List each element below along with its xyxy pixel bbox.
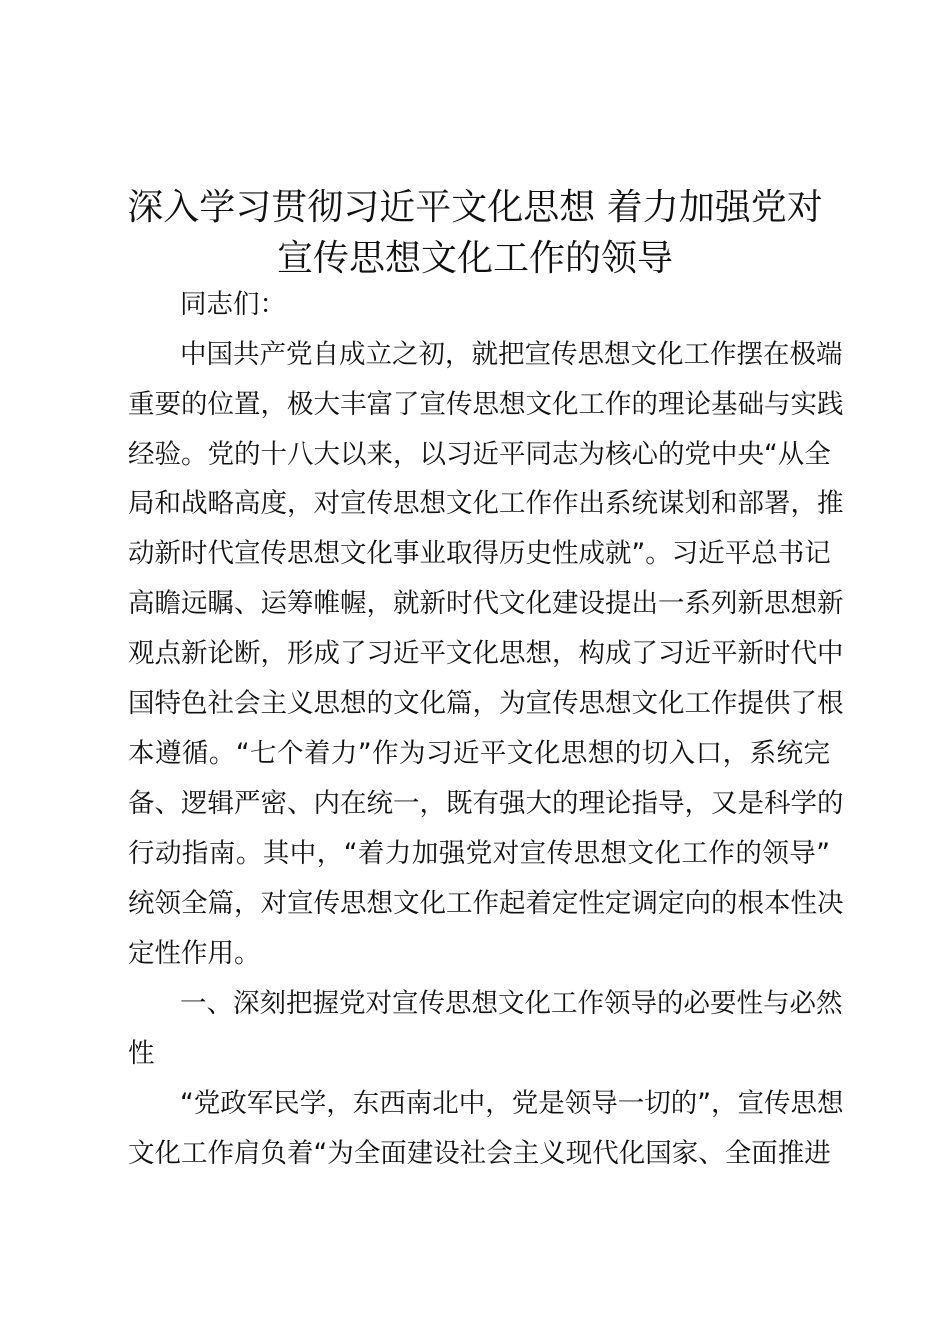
section-heading-line: 一、深刻把握党对宣传思想文化工作领导的必要性与必然 — [180, 988, 843, 1019]
paragraph-line: 中国共产党自成立之初，就把宣传思想文化工作摆在极端 — [180, 339, 843, 370]
paragraph-line: 统领全篇，对宣传思想文化工作起着定性定调定向的根本性决 — [128, 888, 844, 919]
salutation: 同志们： — [180, 289, 286, 320]
paragraph-line: 行动指南。其中，“着力加强党对宣传思想文化工作的领导” — [128, 838, 830, 869]
paragraph-line: 动新时代宣传思想文化事业取得历史性成就”。习近平总书记 — [128, 538, 831, 569]
paragraph-line: 本遵循。“七个着力”作为习近平文化思想的切入口，系统完 — [128, 738, 830, 769]
paragraph-line: 高瞻远瞩、运筹帷幄，就新时代文化建设提出一系列新思想新 — [128, 588, 844, 619]
section-heading-line: 性 — [128, 1038, 155, 1069]
document-title-line-1: 深入学习贯彻习近平文化思想 着力加强党对 — [127, 187, 823, 228]
paragraph-line: 局和战略高度，对宣传思想文化工作作出系统谋划和部署，推 — [128, 488, 844, 519]
paragraph-line: 经验。党的十八大以来，以习近平同志为核心的党中央“从全 — [128, 439, 831, 470]
paragraph-line: “党政军民学，东西南北中，党是领导一切的”，宣传思想 — [180, 1088, 844, 1119]
paragraph-line: 备、逻辑严密、内在统一，既有强大的理论指导，又是科学的 — [128, 788, 844, 819]
paragraph-line: 国特色社会主义思想的文化篇，为宣传思想文化工作提供了根 — [128, 688, 844, 719]
paragraph-line: 文化工作肩负着“为全面建设社会主义现代化国家、全面推进 — [128, 1138, 831, 1169]
paragraph-line: 定性作用。 — [128, 938, 261, 969]
paragraph-line: 观点新论断，形成了习近平文化思想，构成了习近平新时代中 — [128, 638, 844, 669]
document-title-line-2: 宣传思想文化工作的领导 — [276, 238, 673, 279]
paragraph-line: 重要的位置，极大丰富了宣传思想文化工作的理论基础与实践 — [128, 389, 844, 420]
